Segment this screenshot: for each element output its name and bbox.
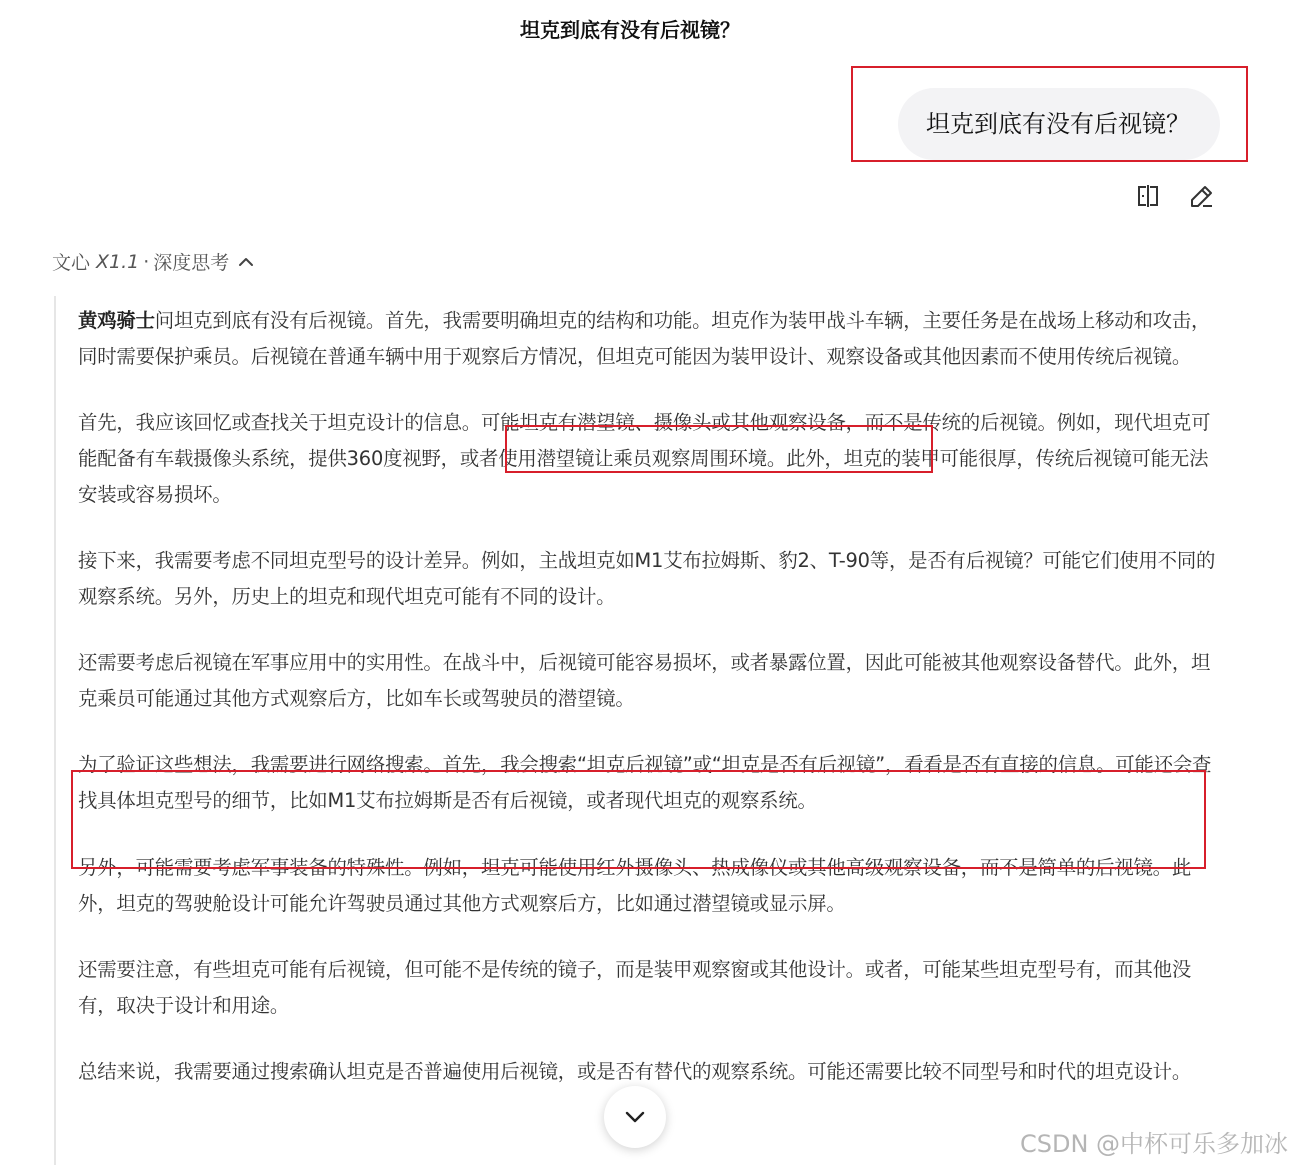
user-message-bubble: 坦克到底有没有后视镜？: [898, 88, 1220, 160]
page-title: 坦克到底有没有后视镜？: [520, 18, 740, 42]
thinking-toggle[interactable]: [52, 248, 255, 275]
split-view-icon[interactable]: [1132, 180, 1164, 212]
scroll-down-button[interactable]: [604, 1086, 666, 1148]
thinking-paragraph: 总结来说，我需要通过搜索确认坦克是否普遍使用后视镜，或是否有替代的观察系统。可能还需要比较不同型号和时代的坦克设计。: [78, 1060, 1192, 1083]
user-name: 黄鸡骑士: [78, 309, 155, 332]
watermark: CSDN @中杯可乐多加冰: [1020, 1130, 1289, 1158]
model-mode: 深度思考: [153, 252, 230, 274]
thinking-paragraph: 还需要注意，有些坦克可能有后视镜，但可能不是传统的镜子，而是装甲观察窗或其他设计。或者，可能某些坦克型号有，而其他没有，取决于设计和用途。: [78, 958, 1192, 1017]
thinking-border: [54, 296, 56, 1165]
thinking-paragraph: 接下来，我需要考虑不同坦克型号的设计差异。例如，主战坦克如M1艾布拉姆斯、豹2、T-90等，是否有后视镜？可能它们使用不同的观察系统。另外，历史上的坦克和现代坦克可能有不同的设计。: [78, 549, 1216, 608]
thinking-content: [78, 303, 1218, 1120]
thinking-paragraph: 为了验证这些想法，我需要进行网络搜索。首先，我会搜索“坦克后视镜”或“坦克是否有后视镜”，看看是否有直接的信息。可能还会查找具体坦克型号的细节，比如M1艾布拉姆斯是否有后视镜，或者现代坦克的观察系统。: [78, 753, 1212, 812]
thinking-paragraph: 还需要考虑后视镜在军事应用中的实用性。在战斗中，后视镜可能容易损坏，或者暴露位置，因此可能被其他观察设备替代。此外，坦克乘员可能通过其他方式观察后方，比如车长或驾驶员的潜望镜。: [78, 651, 1211, 710]
message-actions: [1132, 180, 1218, 212]
edit-icon[interactable]: [1186, 180, 1218, 212]
thinking-paragraph: 首先，我应该回忆或查找关于坦克设计的信息。可能坦克有潜望镜、摄像头或其他观察设备，而不是传统的后视镜。例如，现代坦克可能配备有车载摄像头系统，提供360度视野，或者使用潜望镜让乘员观察周围环境。此外，坦克的装甲可能很厚，传统后视镜可能无法安装或容易损坏。: [78, 411, 1211, 506]
thinking-paragraph: 另外，可能需要考虑军事装备的特殊性。例如，坦克可能使用红外摄像头、热成像仪或其他高级观察设备，而不是简单的后视镜。此外，坦克的驾驶舱设计可能允许驾驶员通过其他方式观察后方，比如通过潜望镜或显示屏。: [78, 856, 1192, 915]
thinking-paragraph: 黄鸡骑士问坦克到底有没有后视镜。首先，我需要明确坦克的结构和功能。坦克作为装甲战斗车辆，主要任务是在战场上移动和攻击，同时需要保护乘员。后视镜在普通车辆中用于观察后方情况，但坦克可能因为装甲设计、观察设备或其他因素而不使用传统后视镜。: [78, 309, 1211, 368]
highlighted-phrase: 可能坦克有潜望镜、摄像头或其他观察设备，: [481, 411, 865, 434]
model-brand: 文心: [52, 252, 91, 274]
chevron-down-icon: [622, 1104, 648, 1130]
chevron-up-icon[interactable]: [237, 253, 255, 271]
model-separator: ·: [143, 250, 150, 273]
model-version: X1.1: [96, 250, 140, 273]
